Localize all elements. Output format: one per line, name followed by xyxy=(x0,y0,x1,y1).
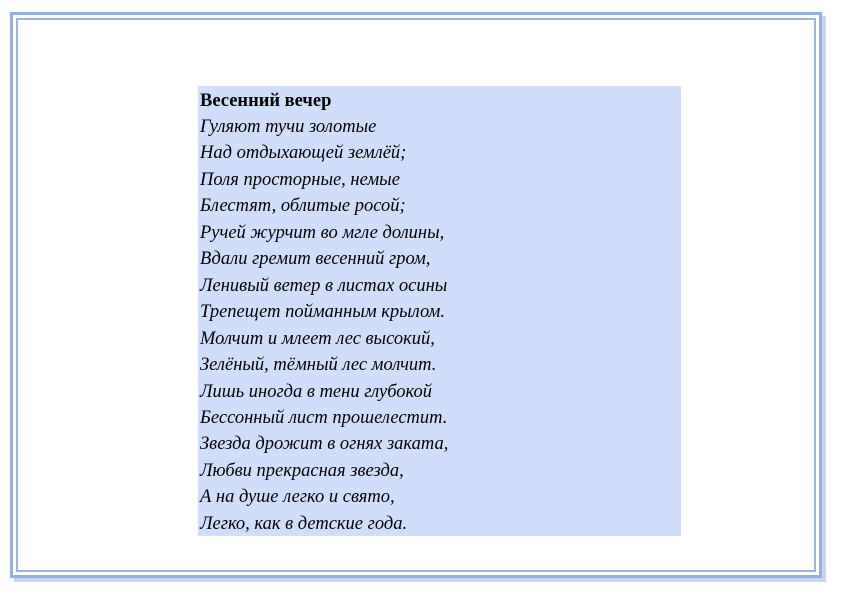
poem-line: Блестят, облитые росой; xyxy=(200,196,406,217)
poem-line: Ленивый ветер в листах осины xyxy=(200,275,448,296)
poem-line: А на душе легко и свято, xyxy=(200,487,395,508)
poem-line: Звезда дрожит в огнях заката, xyxy=(200,434,449,455)
poem-text-box[interactable] xyxy=(198,86,681,536)
poem-line: Трепещет пойманным крылом. xyxy=(200,302,445,323)
frame-shadow-bottom xyxy=(14,578,826,582)
poem-line: Легко, как в детские года. xyxy=(200,513,408,534)
poem-line: Над отдыхающей землёй; xyxy=(200,143,407,164)
poem-line: Бессонный лист прошелестит. xyxy=(200,407,448,428)
poem-line: Гуляют тучи золотые xyxy=(200,117,377,137)
poem-line: Ручей журчит во мгле долины, xyxy=(200,222,445,243)
poem-line: Лишь иногда в тени глубокой xyxy=(200,381,432,402)
poem-line: Любви прекрасная звезда, xyxy=(200,460,404,481)
poem-line: Вдали гремит весенний гром, xyxy=(200,249,431,270)
frame-shadow-right xyxy=(822,16,826,582)
poem-line: Молчит и млеет лес высокий, xyxy=(200,328,435,349)
poem-title: Весенний вечер xyxy=(200,91,332,111)
poem-line: Зелёный, тёмный лес молчит. xyxy=(200,355,437,376)
poem-line: Поля просторные, немые xyxy=(200,169,400,190)
